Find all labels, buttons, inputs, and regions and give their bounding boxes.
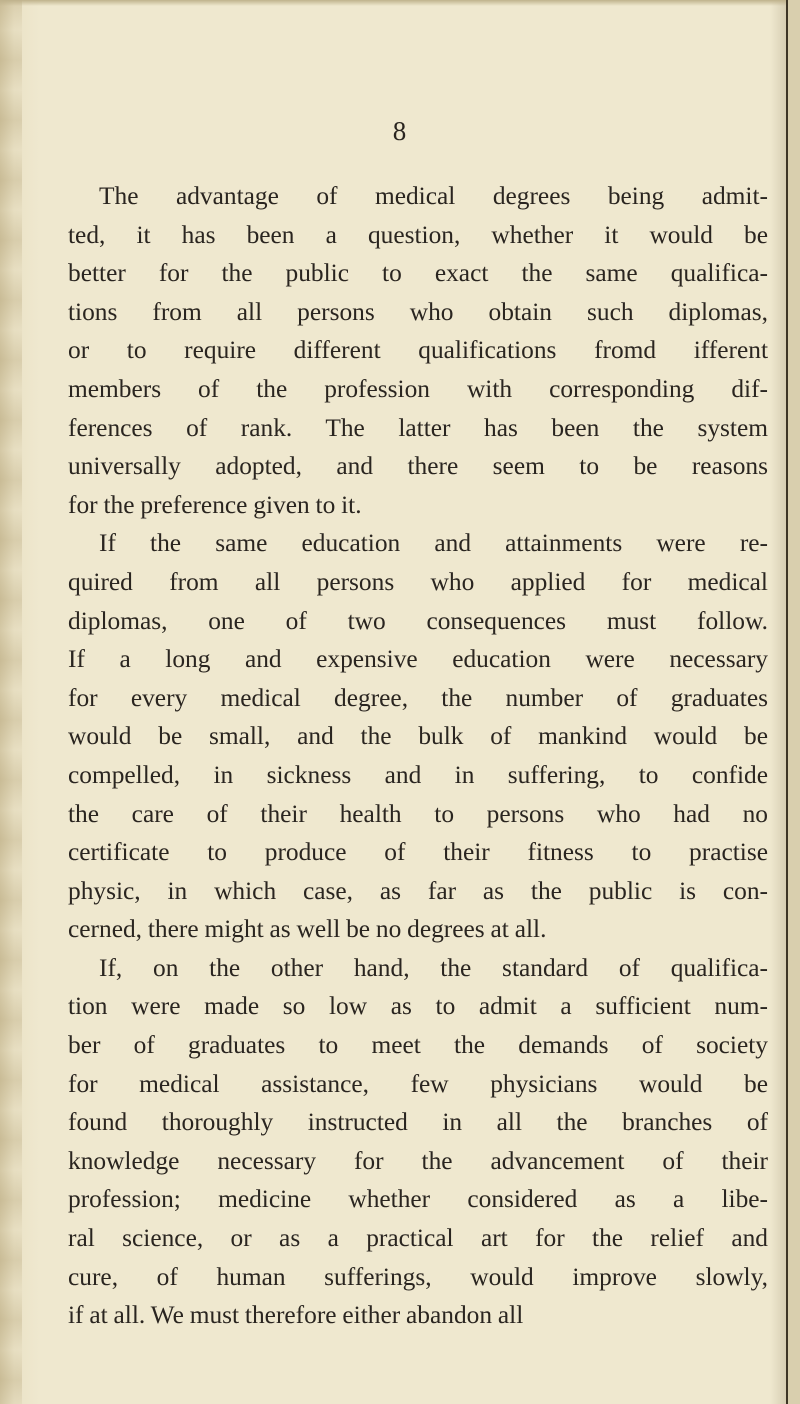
text-line: tion were made so low as to admit a sufficient num- bbox=[68, 992, 768, 1021]
text-line: cure, of human sufferings, would improve slowly, bbox=[68, 1262, 768, 1291]
page-gutter-shadow bbox=[0, 0, 22, 1404]
page-right-edge bbox=[786, 0, 800, 1404]
text-line: found thoroughly instructed in all the branches of bbox=[68, 1108, 768, 1137]
text-line: would be small, and the bulk of mankind would be bbox=[68, 722, 768, 751]
text-line: profession; medicine whether considered as a libe- bbox=[68, 1185, 768, 1214]
text-line: physic, in which case, as far as the public is con- bbox=[68, 876, 768, 905]
text-line: ted, it has been a question, whether it would be bbox=[68, 220, 768, 249]
page-top-edge bbox=[0, 0, 800, 6]
text-line: ferences of rank. The latter has been the system bbox=[68, 413, 768, 442]
body-text bbox=[68, 177, 768, 1335]
text-line: If a long and expensive education were necessary bbox=[68, 645, 768, 674]
text-line: if at all. We must therefore either abandon all bbox=[68, 1301, 524, 1330]
text-line: tions from all persons who obtain such diplomas, bbox=[68, 297, 768, 326]
page-number: 8 bbox=[392, 116, 408, 146]
text-line: for medical assistance, few physicians would be bbox=[68, 1069, 768, 1098]
text-line: for every medical degree, the number of graduates bbox=[68, 683, 768, 712]
text-line: for the preference given to it. bbox=[68, 490, 362, 519]
text-line: diplomas, one of two consequences must follow. bbox=[68, 606, 768, 635]
text-line: cerned, there might as well be no degrees at all. bbox=[68, 915, 547, 944]
text-line: ber of graduates to meet the demands of society bbox=[68, 1031, 768, 1060]
text-line: certificate to produce of their fitness to practise bbox=[68, 838, 768, 867]
text-line: If the same education and attainments were re- bbox=[99, 529, 768, 558]
text-line: members of the profession with corresponding dif- bbox=[68, 374, 768, 403]
text-line: If, on the other hand, the standard of qualifica- bbox=[99, 953, 768, 982]
text-line: quired from all persons who applied for medical bbox=[68, 567, 768, 596]
text-line: the care of their health to persons who had no bbox=[68, 799, 768, 828]
text-line: compelled, in sickness and in suffering, to confide bbox=[68, 760, 768, 789]
text-line: knowledge necessary for the advancement of their bbox=[68, 1146, 768, 1175]
text-line: The advantage of medical degrees being admit- bbox=[99, 182, 768, 210]
text-line: universally adopted, and there seem to be reasons bbox=[68, 452, 768, 481]
text-line: ral science, or as a practical art for the relief and bbox=[68, 1224, 768, 1253]
text-line: or to require different qualifications fromd ifferent bbox=[68, 336, 768, 365]
text-line: better for the public to exact the same qualifica- bbox=[68, 259, 768, 288]
